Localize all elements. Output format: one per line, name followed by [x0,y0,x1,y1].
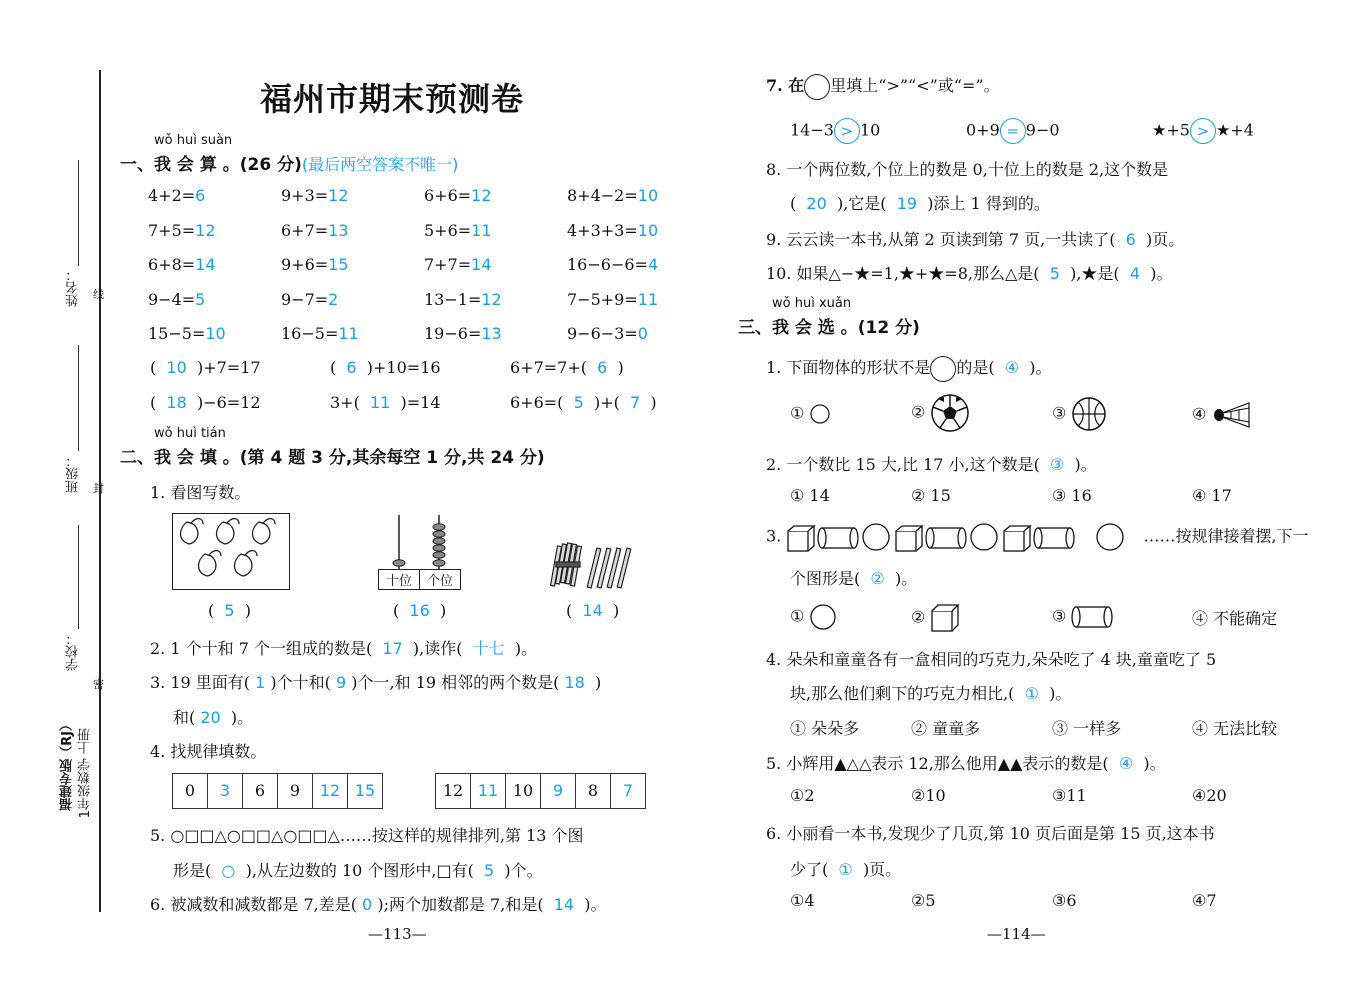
option[interactable]: ④7 [1192,891,1217,910]
answer[interactable]: 3 [208,774,243,808]
c4-cont: 块,那么他们剩下的巧克力相比,( ① )。 [790,684,1072,703]
calc-question: 9−6−3= [567,324,638,343]
answer[interactable]: 0 [637,324,648,343]
calc-item [148,186,205,205]
answer[interactable]: 11 [338,324,359,343]
sticks-icon [548,540,638,590]
calc-item [281,324,359,343]
answer[interactable]: 17 [382,639,403,658]
option[interactable]: ② 15 [911,486,951,505]
school-underline[interactable] [78,525,79,629]
calc-item [424,324,502,343]
q1-prompt: 1. 看图写数。 [150,483,251,502]
q2: 2. 1 个十和 7 个一组成的数是( 17 ),读作( 十七 )。 [150,639,538,658]
option[interactable]: ① 14 [790,486,830,505]
answer[interactable]: ④ [1118,754,1134,773]
answer[interactable]: 16 [409,601,430,620]
abacus-picture [378,513,460,589]
fill-row-1c: 6+7=7+( 6 ) [510,358,624,377]
calc-item [148,255,216,274]
sequence-cell: 9 [278,774,313,808]
answer[interactable]: 7 [622,781,634,800]
answer[interactable]: 18 [564,673,585,692]
answer[interactable]: 14 [582,601,603,620]
calc-item [148,221,216,240]
answer[interactable]: 9 [541,774,576,808]
answer[interactable]: 20 [806,194,827,213]
q10: 10. 如果△−★=1,★+★=8,那么△是( 5 ),★是( 4 )。 [766,264,1173,283]
calc-question: 16−6−6= [567,255,648,274]
calc-item [148,324,226,343]
answer[interactable]: 12 [195,220,216,240]
c1-opt-2[interactable]: ② [911,393,970,433]
calc-question: 9−7= [281,289,329,309]
cube-shape-icon [930,603,960,633]
page-title: 福州市期末预测卷 [260,80,525,118]
q5-cont: 形是( ○ ),从左边数的 10 个图形中,□有( 5 )个。 [173,861,543,880]
fill-row-2: ( 18 )−6=12 [150,393,261,412]
c6: 6. 小丽看一本书,发现少了几页,第 10 页后面是第 15 页,这本书 [766,824,1215,843]
sec1-note: (最后两空答案不唯一) [301,155,459,174]
answer[interactable]: 5 [195,289,206,309]
sec1-pinyin: wǒ huì suàn [154,133,233,148]
shuttlecock-icon [1211,400,1253,430]
q5: 5. ○□□△○□□△○□□△……按这样的规律排列,第 13 个图 [150,826,584,845]
calc-item [567,290,658,309]
calc-item [424,221,492,240]
peach-icon [173,514,289,589]
answer[interactable]: 14 [195,255,216,274]
calc-item [281,290,338,309]
option[interactable]: ②10 [911,786,946,805]
answer[interactable]: = [1000,118,1026,144]
calc-question: 8+4−2= [567,186,638,205]
answer[interactable]: 18 [166,393,187,412]
answer[interactable]: ① [838,860,853,879]
calc-question: 9−4= [148,289,196,309]
c3-opt-1[interactable]: ① [790,603,837,631]
q3: 3. 19 里面有( 1 )个十和( 9 )个一,和 19 相邻的两个数是( 18 ) [150,673,602,692]
option[interactable]: ② 童童多 [911,719,981,738]
calc-question: 15−5= [148,324,206,343]
c5: 5. 小辉用▲△△表示 12,那么他用▲▲表示的数是( ④ )。 [766,754,1166,773]
class-underline[interactable] [78,345,79,451]
c4: 4. 朵朵和童童各有一盒相同的巧克力,朵朵吃了 4 块,童童吃了 5 [766,650,1217,669]
calc-item [281,221,349,240]
fill-row-2b: 3+( 11 )=14 [330,393,441,412]
answer[interactable]: ④ [1004,358,1020,377]
answer[interactable]: 12 [481,289,502,309]
c3-cont: 个图形是( ② )。 [790,569,918,588]
calc-question: 7+5= [148,220,196,240]
calc-item [424,290,502,309]
calc-item [424,255,492,274]
sec3-pinyin: wǒ huì xuǎn [772,296,852,311]
option[interactable]: ④ 17 [1192,486,1232,505]
sequence-cell: 10 [506,774,541,808]
answer[interactable]: > [1190,118,1216,144]
calc-item [281,186,349,205]
sec2-heading: 二、我 会 填 。(第 4 题 3 分,其余每空 1 分,共 24 分) [120,448,545,468]
answer[interactable]: ① [1024,684,1039,703]
answer[interactable]: 6 [597,358,608,377]
cylinder-shape-icon [1071,603,1113,631]
c1-opt-4[interactable]: ④ [1192,400,1253,430]
edition-subtitle: 1年级数学 上册 [78,728,93,819]
answer[interactable]: 12 [328,186,349,205]
answer[interactable]: 11 [370,393,391,412]
compare-item: ★+5 > ★+4 [1152,118,1254,144]
option[interactable]: ④ 无法比较 [1192,719,1278,738]
q1-answer-1: ( 5 ) [208,601,252,620]
answer[interactable]: 1 [255,673,266,692]
page-number-right: —114— [987,925,1046,943]
c2: 2. 一个数比 15 大,比 17 小,这个数是( ③ )。 [766,455,1097,474]
answer[interactable]: 14 [471,255,492,274]
answer[interactable]: 13 [481,324,502,343]
c3: 3. ……按规律接着摆,下一 [766,522,1309,552]
calc-question: 4+2= [148,186,196,205]
name-underline[interactable] [78,160,79,266]
answer[interactable]: 13 [328,220,349,240]
answer[interactable]: 10 [637,186,659,205]
q6: 6. 被减数和减数都是 7,差是( 0 );两个加数都是 7,和是( 14 )。 [150,895,607,914]
answer[interactable]: 6 [1125,230,1136,249]
answer[interactable]: 4 [1129,264,1141,283]
answer[interactable]: 10 [205,324,226,343]
sequence-box-1 [172,773,383,809]
c3-opt-2[interactable]: ② [911,603,960,633]
answer[interactable]: 15 [354,781,376,800]
c3-opt-3[interactable]: ③ [1052,603,1113,631]
q9: 9. 云云读一本书,从第 2 页读到第 7 页,一共读了( 6 )页。 [766,230,1185,249]
mark-seal: 封 [93,482,104,495]
answer[interactable]: > [834,118,860,144]
answer[interactable]: 15 [328,255,349,274]
calc-question: 9+6= [281,255,329,274]
c3-opt-4[interactable]: ④ 不能确定 [1192,609,1278,628]
fill-row-1b: ( 6 )+10=16 [330,358,441,377]
calc-question: 6+7= [281,220,329,240]
answer[interactable]: 11 [471,774,506,808]
school-label: 学校： [66,632,81,671]
answer[interactable]: 12 [313,774,348,808]
answer[interactable]: ○ [221,861,236,880]
fill-row-2c: 6+6=( 5 )+( 7 ) [510,393,657,412]
calc-question: 13−1= [424,289,482,309]
mark-line: 线 [93,288,104,301]
circle-icon [930,356,956,382]
sec2-pinyin: wǒ huì tián [154,426,226,441]
calc-item [567,186,658,205]
answer[interactable]: 5 [1049,264,1060,283]
answer[interactable]: 19 [896,194,918,213]
sequence-cell: 8 [576,774,611,808]
calc-question: 19−6= [424,324,482,343]
q8-cont: ( 20 ),它是( 19 )添上 1 得到的。 [790,194,1050,213]
calc-question: 7+7= [424,255,472,274]
calc-question: 9+3= [281,186,329,205]
sec1-heading: 一、我 会 算 。(26 分)(最后两空答案不唯一) [120,155,459,175]
sec3-heading: 三、我 会 选 。(12 分) [738,318,920,338]
sticks-picture [548,540,638,590]
c1: 1. 下面物体的形状不是 的是( ④ )。 [766,355,1052,382]
option[interactable]: ③ 一样多 [1052,719,1122,738]
option[interactable]: ①2 [790,786,815,805]
q7: 7. 在 里填上“>”“<”或“=”。 [766,73,1000,100]
fill-row-1: ( 10 )+7=17 [150,358,261,377]
answer[interactable]: 10 [166,358,187,377]
answer[interactable]: 9 [336,673,347,692]
class-label: 班级： [66,454,81,493]
ball-icon [809,403,831,425]
answer[interactable]: ② [870,569,885,588]
tens-label: 十位 [379,570,420,589]
calc-question: 6+8= [148,255,196,274]
option[interactable]: ④20 [1192,786,1227,805]
q1-answer-3: ( 14 ) [566,601,620,620]
q3-cont: 和( 20 )。 [173,708,254,727]
sequence-cell: 6 [243,774,278,808]
calc-item [567,255,658,274]
basketball-icon [1071,396,1107,432]
answer[interactable]: 十七 [472,639,505,658]
answer[interactable]: 14 [553,895,575,914]
option[interactable]: ③6 [1052,891,1077,910]
calc-question: 7−5+9= [567,289,638,309]
edition-title: 福建专版（RJ） [60,718,75,811]
answer[interactable]: 4 [647,255,659,274]
blank-circle-icon [804,74,830,100]
compare-item: 0+9 = 9−0 [966,118,1060,144]
calc-item [567,324,648,343]
q8: 8. 一个两位数,个位上的数是 0,十位上的数是 2,这个数是 [766,160,1169,179]
calc-item [281,255,349,274]
calc-item [424,186,492,205]
sequence-cell: 0 [173,774,208,808]
calc-question: 4+3+3= [567,220,638,240]
soccer-ball-icon [930,393,970,433]
answer[interactable]: 6 [346,358,357,377]
calc-question: 6+6= [424,186,472,205]
abacus-icon [378,513,460,573]
calc-question: 5+6= [424,220,472,240]
q4-prompt: 4. 找规律填数。 [150,742,267,761]
answer[interactable]: 0 [362,895,373,914]
answer[interactable]: 5 [224,601,235,620]
answer[interactable]: 12 [471,186,492,205]
answer[interactable]: 11 [471,220,492,240]
calc-question: 16−5= [281,324,339,343]
peaches-picture [172,513,290,590]
ones-label: 个位 [426,574,453,589]
calc-item [567,221,658,240]
option[interactable]: ①4 [790,891,815,910]
name-label: 姓名： [66,268,81,307]
answer[interactable]: 5 [484,861,495,880]
option[interactable]: ③11 [1052,786,1087,805]
answer[interactable]: 6 [195,186,206,205]
circle-shape-icon [809,603,837,631]
sequence-cell: 12 [436,774,471,808]
calc-item [148,290,205,309]
c1-opt-3[interactable]: ③ [1052,396,1107,432]
c1-opt-1[interactable]: ① [790,403,831,425]
compare-item: 14−3 > 10 [790,118,880,144]
mark-secret: 密 [93,678,104,691]
option[interactable]: ②5 [911,891,936,910]
shape-sequence-icon [786,522,1138,552]
option[interactable]: ③ 16 [1052,486,1092,505]
answer[interactable]: 10 [637,220,659,240]
q1-answer-2: ( 16 ) [393,601,447,620]
c6-cont: 少了( ① )页。 [790,860,902,879]
answer[interactable]: 7 [630,393,641,412]
answer[interactable]: 11 [637,289,659,309]
page-number-left: —113— [368,925,427,943]
answer[interactable]: 20 [200,708,221,727]
answer[interactable]: ③ [1050,455,1065,474]
sequence-box-2 [435,773,646,809]
option[interactable]: ① 朵朵多 [790,719,860,738]
answer[interactable]: 5 [573,393,584,412]
answer[interactable]: 2 [328,289,339,309]
